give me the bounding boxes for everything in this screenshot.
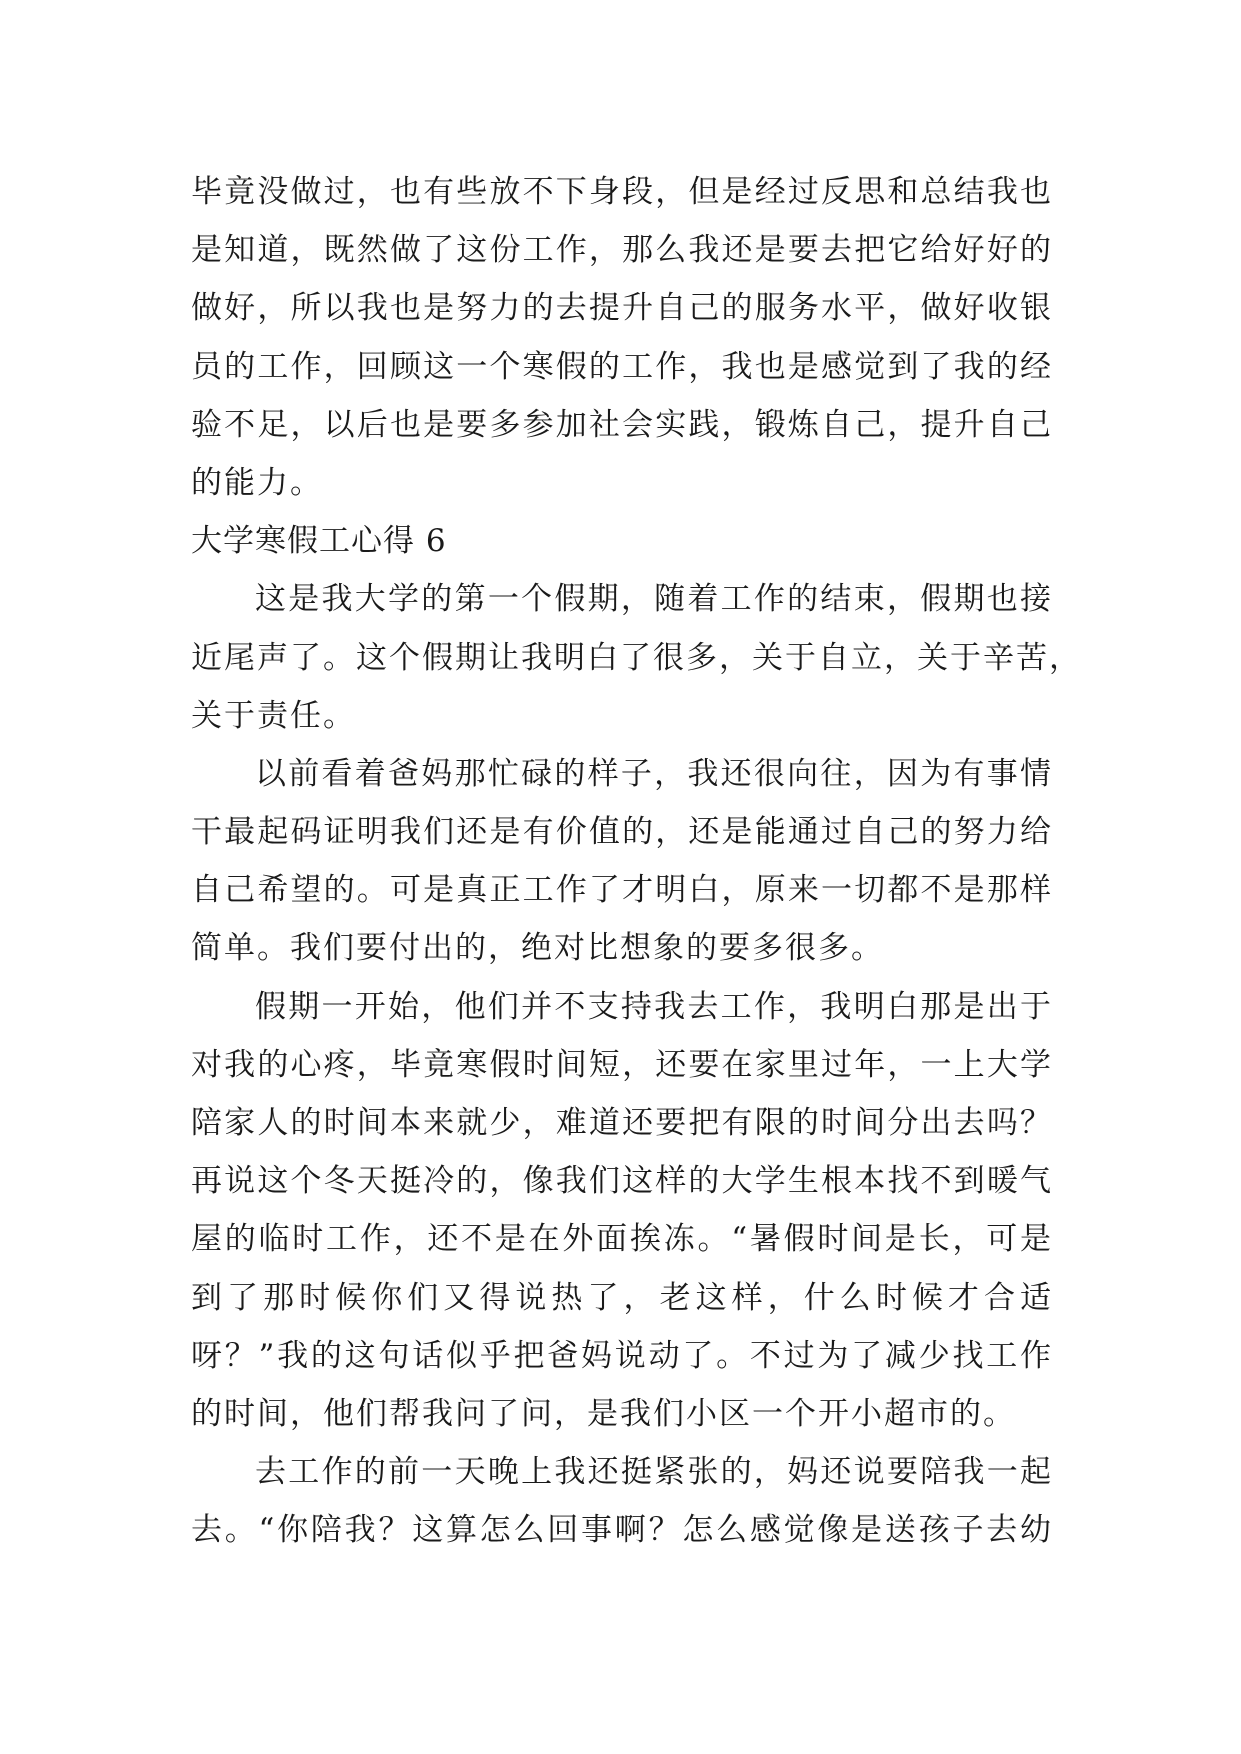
text-line: 去。“你陪我？这算怎么回事啊？怎么感觉像是送孩子去幼 [191, 1512, 1053, 1549]
text-line: 到了那时候你们又得说热了，老这样，什么时候才合适 [191, 1279, 1053, 1316]
text-line: 呀？”我的这句话似乎把爸妈说动了。不过为了减少找工作 [191, 1337, 1053, 1374]
text-line: 以前看着爸妈那忙碌的样子，我还很向往，因为有事情 [255, 755, 1053, 792]
text-line: 毕竟没做过，也有些放不下身段，但是经过反思和总结我也 [191, 174, 1053, 210]
text-line: 的时间，他们帮我问了问，是我们小区一个开小超市的。 [191, 1395, 1016, 1432]
text-line: 屋的临时工作，还不是在外面挨冻。“暑假时间是长，可是 [191, 1221, 1053, 1258]
text-line: 干最起码证明我们还是有价值的，还是能通过自己的努力给 [191, 814, 1053, 851]
text-line: 验不足，以后也是要多参加社会实践，锻炼自己，提升自己 [191, 406, 1053, 443]
text-line: 简单。我们要付出的，绝对比想象的要多很多。 [191, 930, 884, 967]
paragraph [191, 163, 1053, 512]
text-line: 员的工作，回顾这一个寒假的工作，我也是感觉到了我的经 [191, 348, 1053, 385]
document-body [191, 163, 1082, 1560]
paragraph [191, 745, 1053, 978]
text-line: 做好，所以我也是努力的去提升自己的服务水平，做好收银 [191, 290, 1053, 327]
text-line: 假期一开始，他们并不支持我去工作，我明白那是出于 [255, 988, 1053, 1025]
text-line: 自己希望的。可是真正工作了才明白，原来一切都不是那样 [191, 872, 1053, 909]
text-line: 陪家人的时间本来就少，难道还要把有限的时间分出去吗？ [191, 1105, 1053, 1141]
text-line: 对我的心疼，毕竟寒假时间短，还要在家里过年，一上大学 [191, 1046, 1053, 1083]
text-line: 的能力。 [191, 464, 323, 501]
paragraph [191, 978, 1053, 1444]
text-line: 关于责任。 [191, 697, 356, 734]
paragraph [191, 1443, 1053, 1559]
text-line: 再说这个冬天挺冷的，像我们这样的大学生根本找不到暖气 [191, 1163, 1053, 1200]
text-line: 去工作的前一天晚上我还挺紧张的，妈还说要陪我一起 [255, 1454, 1053, 1491]
text-line: 这是我大学的第一个假期，随着工作的结束，假期也接 [255, 581, 1053, 618]
text-line: 近尾声了。这个假期让我明白了很多，关于自立，关于辛苦， [191, 639, 1082, 676]
text-line: 是知道，既然做了这份工作，那么我还是要去把它给好好的 [191, 232, 1053, 269]
section-heading: 大学寒假工心得 6 [191, 523, 447, 560]
paragraph [191, 570, 1082, 745]
